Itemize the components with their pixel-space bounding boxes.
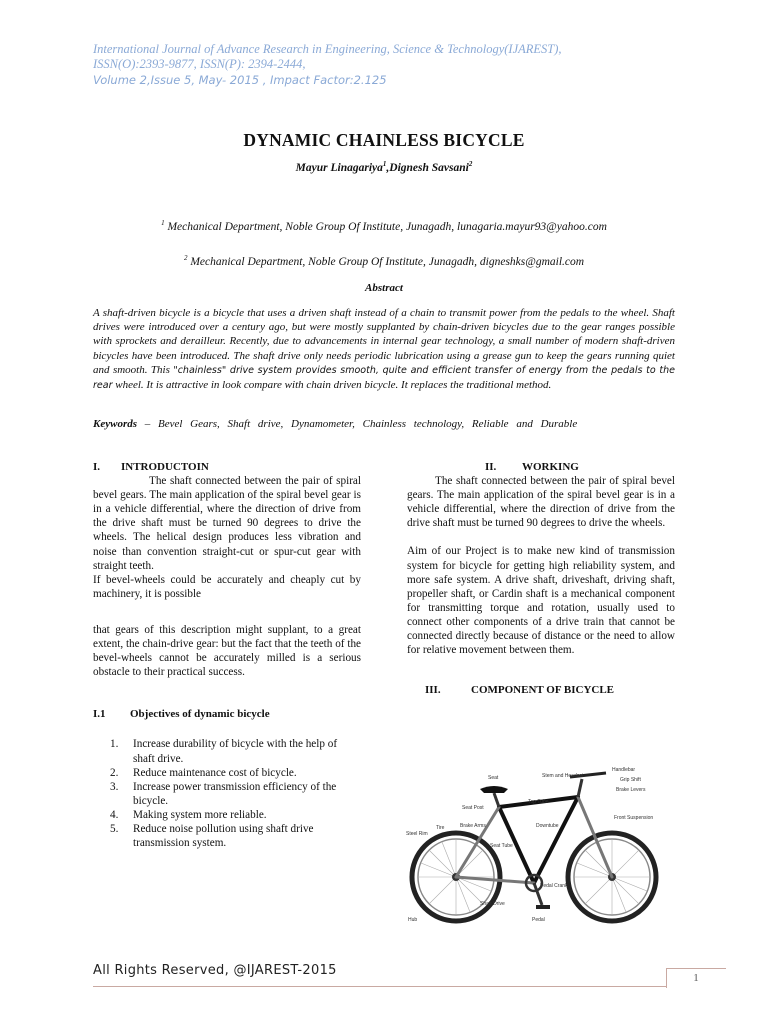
section-number: III. [425, 684, 441, 697]
keywords [93, 418, 675, 430]
intro-paragraph-2: If bevel-wheels could be accurately and cheaply cut by machinery, it is possible [93, 573, 361, 600]
intro-paragraph-1: The shaft connected between the pair of spiral bevel gears. The main application of the spiral bevel gear is in a vehicle differential, where the direction of drive from the drive shaft must be turned 90 degrees to drive the wheels. The helical design produces less vibration and noise than convention straight-cut or spur-cut gear with straight teeth. [93, 475, 361, 572]
abstract-part-3: wheel. It is attractive in look compare with chain driven bicycle. It replaces the traditional method. [112, 379, 552, 392]
keywords-label: Keywords [93, 418, 137, 430]
paper-title: DYNAMIC CHAINLESS BICYCLE [243, 130, 525, 150]
label-downtube: Downtube [536, 823, 559, 829]
journal-volume: Volume 2,Issue 5, May- 2015 , Impact Factor:2.125 [93, 73, 387, 87]
label-seattube: Seat Tube [490, 843, 513, 849]
abstract-part-2: "chainless" drive system provides smooth, quite and efficient transfer of energy from the pedals to the rear [93, 364, 675, 392]
label-pedalcrank: Pedal Crank [540, 883, 568, 889]
author-2-sup: 2 [468, 160, 473, 168]
affiliation-1-text: Mechanical Department, Noble Group Of Institute, Junagadh, lunagaria.mayur93@yahoo.com [164, 220, 607, 233]
author-2: Dignesh Savsani [389, 161, 469, 174]
affiliation-2 [0, 254, 768, 268]
section-component-heading [407, 683, 675, 697]
front-fork [578, 797, 612, 877]
label-brake: Brake Levers [616, 787, 646, 793]
section-title: INTRODUCTOIN [121, 461, 209, 473]
label-brakearms: Brake Arms [460, 823, 486, 829]
objectives-number: I.1 [93, 708, 106, 721]
author-separator: , [386, 161, 390, 174]
objectives-title: Objectives of dynamic bicycle [130, 708, 270, 721]
intro-paragraph-3: that gears of this description might supplant, to a great extent, the chain-drive gear: but the fact that the teeth of the bevel-wheels cannot be accurately milled is a serious obstacle to their practical success. [93, 623, 361, 679]
label-handlebar: Handlebar [612, 767, 636, 773]
right-column [407, 460, 675, 697]
section-title: COMPONENT OF BICYCLE [471, 684, 615, 697]
affiliation-1-sup: 1 [161, 219, 165, 227]
section-introduction-heading [93, 460, 361, 474]
left-column [93, 460, 361, 850]
pedal [536, 905, 550, 909]
paper-authors [0, 160, 768, 174]
label-seat: Seat [488, 775, 499, 781]
label-tire: Tire [436, 825, 445, 831]
working-paragraph-2: Aim of our Project is to make new kind of transmission system for bicycle for getting high reliability system, and more safe system. A drive shaft, driveshaft, driving shaft, propeller shaft, or Cardin shaft is a mechanical component for transmitting torque and rotation, usually used to connect other components of a drive train that cannot be connected directly because of distance or the need to allow for relative movement between them. [407, 545, 675, 657]
abstract-heading: Abstract [365, 282, 403, 294]
author-1-sup: 1 [382, 160, 387, 168]
section-number: II. [485, 461, 497, 473]
working-paragraph-1: The shaft connected between the pair of spiral bevel gears. The main application of the spiral bevel gear is in a vehicle differential, where the direction of drive from the drive shaft must be turned 90 degrees to drive the wheels. [407, 475, 675, 530]
author-1: Mayur Linagariya [295, 161, 383, 174]
objectives-heading [93, 707, 361, 721]
keywords-text: – Bevel Gears, Shaft drive, Dynamometer, Chainless technology, Reliable and Durable [137, 418, 578, 430]
list-item: 5. Reduce noise pollution using shaft drive transmission system. [110, 822, 314, 850]
drive-shaft [456, 877, 534, 883]
abstract-body [93, 306, 675, 393]
bicycle-illustration [406, 765, 670, 925]
bicycle-figure [406, 765, 670, 925]
footer-divider [93, 986, 667, 987]
list-item: 3. Increase power transmission efficiency of the bicycle. [110, 780, 337, 807]
journal-header [93, 42, 693, 89]
label-shaft: Shaft Drive [480, 901, 505, 907]
page-number: 1 [693, 972, 699, 984]
label-fork: Front Suspension [614, 815, 654, 821]
affiliation-2-sup: 2 [183, 254, 188, 262]
affiliation-2-text: Mechanical Department, Noble Group Of Institute, Junagadh, digneshks@gmail.com [187, 255, 585, 268]
list-item: 4. Making system more reliable. [110, 808, 267, 821]
label-seatpost: Seat Post [462, 805, 484, 811]
footer-rights: All Rights Reserved, @IJAREST-2015 [93, 963, 337, 978]
label-grip: Grip Shift [620, 777, 641, 783]
abstract-part-1: A shaft-driven bicycle is a bicycle that uses a driven shaft instead of a chain to transmit power from the pedals to the wheel. Shaft drives were introduced over a century ago, but were mostly supplanted by chain-driven bicycles due to the gear ranges possible with sprockets and derailleur. Recently, due to advancements in internal gear technology, a small number of modern shaft-driven bicycles have been introduced. The shaft drive only needs periodic lubrication using a grease gun to keep the gears running quiet and smooth. This [93, 307, 675, 376]
label-stem: Stem and Headset [542, 773, 584, 779]
section-title: WORKING [522, 461, 579, 473]
section-working-heading [407, 460, 675, 474]
list-item: 2. Reduce maintenance cost of bicycle. [110, 766, 297, 779]
journal-issn: ISSN(O):2393-9877, ISSN(P): 2394-2444, [93, 57, 306, 71]
label-hub: Hub [408, 917, 418, 923]
list-item: 1. Increase durability of bicycle with the help of shaft drive. [110, 738, 338, 765]
label-pedal: Pedal [532, 917, 545, 923]
label-toptube: Top Tube [528, 799, 549, 805]
seat [480, 786, 508, 793]
label-rim: Steel Rim [406, 831, 428, 837]
section-number: I. [93, 461, 101, 473]
objectives-list [93, 737, 361, 850]
affiliation-1 [0, 219, 768, 233]
journal-name: International Journal of Advance Research in Engineering, Science & Technology(IJAREST), [93, 42, 562, 56]
